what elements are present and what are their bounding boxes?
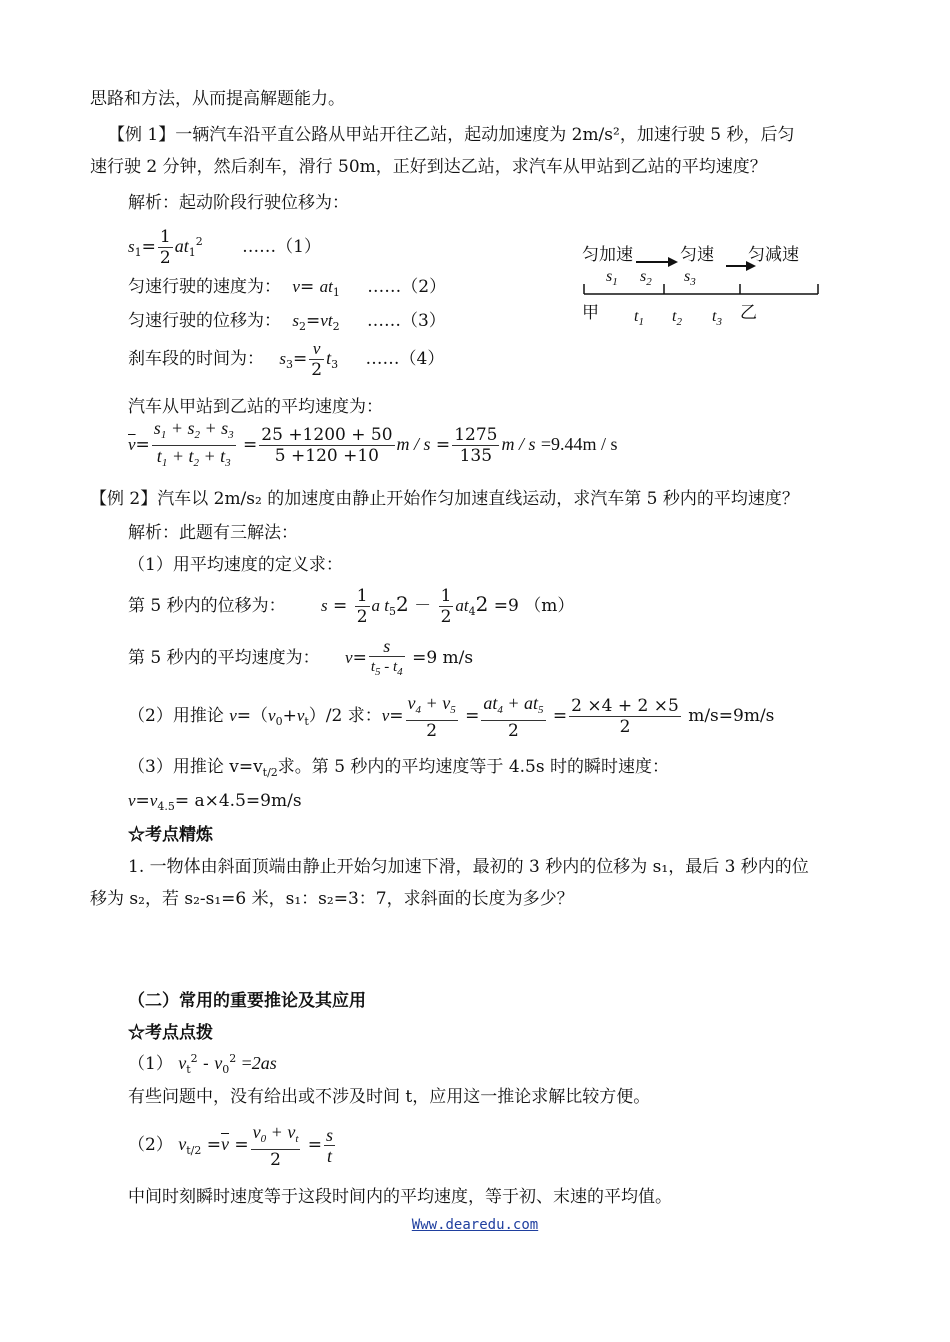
eq2-tag: ……（2） [367, 277, 447, 297]
phase-accelerate: 匀加速 [582, 245, 633, 265]
method2-prefix: （2）用推论 [128, 706, 224, 726]
label-s3: $s_3$ [684, 268, 696, 288]
footer [0, 1214, 950, 1234]
phase-decelerate: 匀减速 [748, 245, 799, 265]
label-s3-text: s [684, 268, 691, 285]
eq3: 匀速行驶的位移为： $s_2=vt_2$ ……（3） [128, 311, 446, 333]
method3-result-line: $v=v_{4.5}= a\times 4.5=9m/s$ [128, 791, 302, 813]
eq1-tag: ……（1） [242, 237, 321, 257]
example2-analysis: 解析：此题有三解法： [128, 523, 298, 543]
label-s2: $s_2$ [640, 268, 652, 288]
formula2: （2） $v_{t/2} =\overline{v}$ = $\frac{v_0 + v_t}{2}$ = $\frac{s}{t}$ [128, 1121, 334, 1170]
label-t2: $t_2$ [672, 308, 682, 328]
avg-velocity-label: 第 5 秒内的平均速度为： [128, 648, 320, 668]
label-t2-text: t [672, 308, 677, 325]
displacement-label: 第 5 秒内的位移为： [128, 596, 286, 616]
formula1-note: 有些问题中，没有给出或不涉及时间 t，应用这一推论求解比较方便。 [128, 1087, 651, 1107]
motion-diagram [580, 240, 830, 330]
eq4-tag: ……（4） [365, 349, 445, 369]
avg-equation: $\overline{v}=$ $\frac{s_1 + s_2 + s_3}{t_1 + t_2 + t_3}$ = $\frac{25 +1200 + 50}{5 +120 +10}$ m / s = $\frac{1275}{135}$ m / s =9.44m / s [128, 418, 618, 469]
formula1-tag: （1） [128, 1054, 173, 1074]
eq4-label: 刹车段的时间为： [128, 349, 264, 369]
formula1: （1） $v_t^2 - v_0^2 =2as$ [128, 1052, 277, 1076]
station-end: 乙 [740, 303, 757, 323]
label-t3-text: t [712, 308, 717, 325]
formula2-note: 中间时刻瞬时速度等于这段时间内的平均速度，等于初、末速的平均值。 [128, 1187, 672, 1207]
displacement-result: =9 （m） [493, 596, 575, 616]
avg-result: =9.44m / s [540, 434, 618, 454]
example1-line1: 【例 1】一辆汽车沿平直公路从甲站开往乙站，起动加速度为 2m/s²，加速行驶 5 秒，后匀 [108, 125, 795, 145]
practice-q1-line1: 1. 一物体由斜面顶端由静止开始匀加速下滑，最初的 3 秒内的位移为 s₁，最后 3 秒内的位 [128, 857, 809, 877]
method3: （3）用推论 $v=v_{t/2}$求。第 5 秒内的平均速度等于 4.5s 时的瞬时速度： [128, 757, 669, 779]
eq4: 刹车段的时间为： $s_3=$ $\frac{v}{2}$ $t_3$ ……（4） [128, 339, 445, 380]
eq3-label: 匀速行驶的位移为： [128, 311, 281, 331]
section2-heading: （二）常用的重要推论及其应用 [128, 991, 366, 1011]
phase-uniform: 匀速 [680, 245, 714, 265]
label-s1: $s_1$ [606, 268, 618, 288]
avg-velocity-result: =9 m/s [412, 648, 474, 668]
method3-tail: 求。第 5 秒内的平均速度等于 4.5s 时的瞬时速度： [277, 757, 669, 777]
avg-label: 汽车从甲站到乙站的平均速度为： [128, 397, 383, 417]
label-t1-text: t [634, 308, 639, 325]
label-s1-text: s [606, 268, 613, 285]
footer-link[interactable]: Www.dearedu.com [411, 1217, 539, 1233]
method3-text: （3）用推论 v=v [128, 757, 263, 777]
method1: （1）用平均速度的定义求： [128, 555, 343, 575]
method2-eq: （2）用推论 $v=(v_0+v_t)/2$ 求：v= $\frac{v_4 + v_5}{2}$ = $\frac{at_4 + at_5}{2}$ = $\frac{2 \times 4 + 2 \times 5}{2}$ m/s=9m/s [128, 692, 775, 741]
practice-heading: ☆考点精炼 [128, 825, 213, 845]
example1-line2: 速行驶 2 分钟，然后刹车，滑行 50m，正好到达乙站，求汽车从甲站到乙站的平均速度？ [90, 157, 767, 177]
example1-analysis: 解析：起动阶段行驶位移为： [128, 193, 349, 213]
method2-result: m/s=9m/s [688, 706, 775, 726]
example2-line1: 【例 2】汽车以 2m/s₂ 的加速度由静止开始作匀加速直线运动，求汽车第 5 秒内的平均速度？ [90, 489, 799, 509]
formula2-tag: （2） [128, 1135, 173, 1155]
avg-velocity-eq: 第 5 秒内的平均速度为： v= $\frac{s}{t_5 - t_4}$ =9 m/s [128, 635, 474, 678]
label-s2-text: s [640, 268, 647, 285]
eq1: $s_1=$ $\frac{1}{2}$ $at_1^2$ ……（1） [128, 227, 321, 268]
practice-q1-line2: 移为 s₂，若 s₂-s₁=6 米，s₁：s₂=3：7，求斜面的长度为多少？ [90, 889, 574, 909]
displacement-eq: 第 5 秒内的位移为： s = $\frac{1}{2}$ a $t_52$ － $\frac{1}{2}$ $at_42 =9$ （m） [128, 586, 575, 627]
method3-result: = a×4.5=9m/s [174, 791, 302, 811]
label-t3: $t_3$ [712, 308, 722, 328]
eq2-label: 匀速行驶的速度为： [128, 277, 281, 297]
label-t1: $t_1$ [634, 308, 644, 328]
intro-tail: 思路和方法，从而提高解题能力。 [90, 89, 345, 109]
eq2: 匀速行驶的速度为： $v= at_1$ ……（2） [128, 277, 447, 299]
station-start: 甲 [582, 303, 599, 323]
eq3-tag: ……（3） [366, 311, 446, 331]
section2-sub: ☆考点点拨 [128, 1023, 213, 1043]
